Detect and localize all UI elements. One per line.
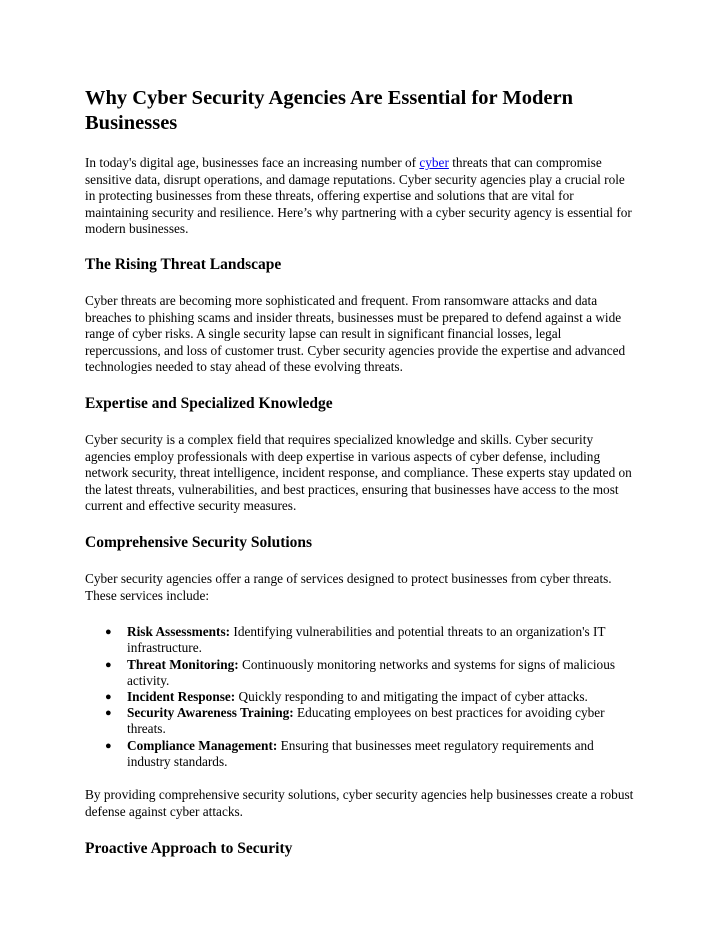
bullet-icon: ● — [105, 707, 112, 720]
list-item-text: Identifying vulnerabilities and potential threats to an organization's IT infrastructure. — [127, 624, 606, 656]
list-item — [85, 657, 637, 689]
section-heading-comprehensive: Comprehensive Security Solutions — [85, 533, 313, 551]
list-item-text: Educating employees on best practices for avoiding cyber threats. — [127, 705, 605, 737]
section-body-comprehensive: Cyber security agencies offer a range of services designed to protect businesses from cyber threats. These services include: — [85, 570, 612, 603]
bullet-icon: ● — [105, 658, 112, 671]
section-heading-expertise: Expertise and Specialized Knowledge — [85, 394, 333, 412]
section-body-rising-threat: Cyber threats are becoming more sophisticated and frequent. From ransomware attacks and data breaches to phishing scams and insider threats, businesses must be prepared to defend against a wide range of cyber risks. A single security lapse can result in significant financial losses, legal repercussions, and loss of customer trust. Cyber security agencies provide the expertise and advanced technologies needed to stay ahead of these evolving threats. — [85, 292, 626, 375]
services-list — [85, 624, 637, 770]
intro-text-after-link: threats that can compromise sensitive data, disrupt operations, and damage reputations. Cyber security agencies play a crucial role in protecting businesses from these threats, offering expertise and solutions that are vital for maintaining security and resilience. Here’s why partnering with a cyber security agency is essential for modern businesses. — [85, 155, 632, 237]
list-item-term: Incident Response: — [127, 688, 236, 704]
list-item-text: Quickly responding to and mitigating the impact of cyber attacks. — [235, 688, 588, 704]
list-item-text: Continuously monitoring networks and systems for signs of malicious activity. — [127, 656, 616, 688]
bullet-icon: ● — [105, 626, 112, 639]
list-item-term: Risk Assessments: — [127, 624, 231, 640]
section-heading-rising-threat: The Rising Threat Landscape — [85, 255, 282, 273]
list-item-term: Security Awareness Training: — [127, 705, 294, 721]
section-heading-proactive: Proactive Approach to Security — [85, 840, 293, 858]
cyber-link[interactable]: cyber — [419, 155, 449, 170]
list-item-term: Threat Monitoring: — [127, 656, 239, 672]
bullet-icon: ● — [105, 690, 112, 703]
section-body-expertise: Cyber security is a complex field that requires specialized knowledge and skills. Cyber security agencies employ professionals with deep expertise in various aspects of cyber defense, including network security, threat intelligence, incident response, and compliance. These experts stay updated on the latest threats, vulnerabilities, and best practices, ensuring that businesses have access to the most current and effective security measures. — [85, 431, 632, 514]
section-closing-comprehensive: By providing comprehensive security solutions, cyber security agencies help businesses create a robust defense against cyber attacks. — [85, 786, 634, 819]
list-item-text: Ensuring that businesses meet regulatory requirements and industry standards. — [127, 737, 594, 769]
list-item-term: Compliance Management: — [127, 737, 278, 753]
list-item — [85, 705, 637, 737]
intro-paragraph — [85, 155, 637, 238]
page-title: Why Cyber Security Agencies Are Essential for Modern Businesses — [85, 87, 573, 134]
list-item — [85, 689, 637, 705]
intro-text-before-link: In today's digital age, businesses face an increasing number of — [85, 155, 420, 170]
bullet-icon: ● — [105, 739, 112, 752]
document-page — [85, 86, 637, 877]
list-item — [85, 624, 637, 656]
list-item — [85, 738, 637, 770]
